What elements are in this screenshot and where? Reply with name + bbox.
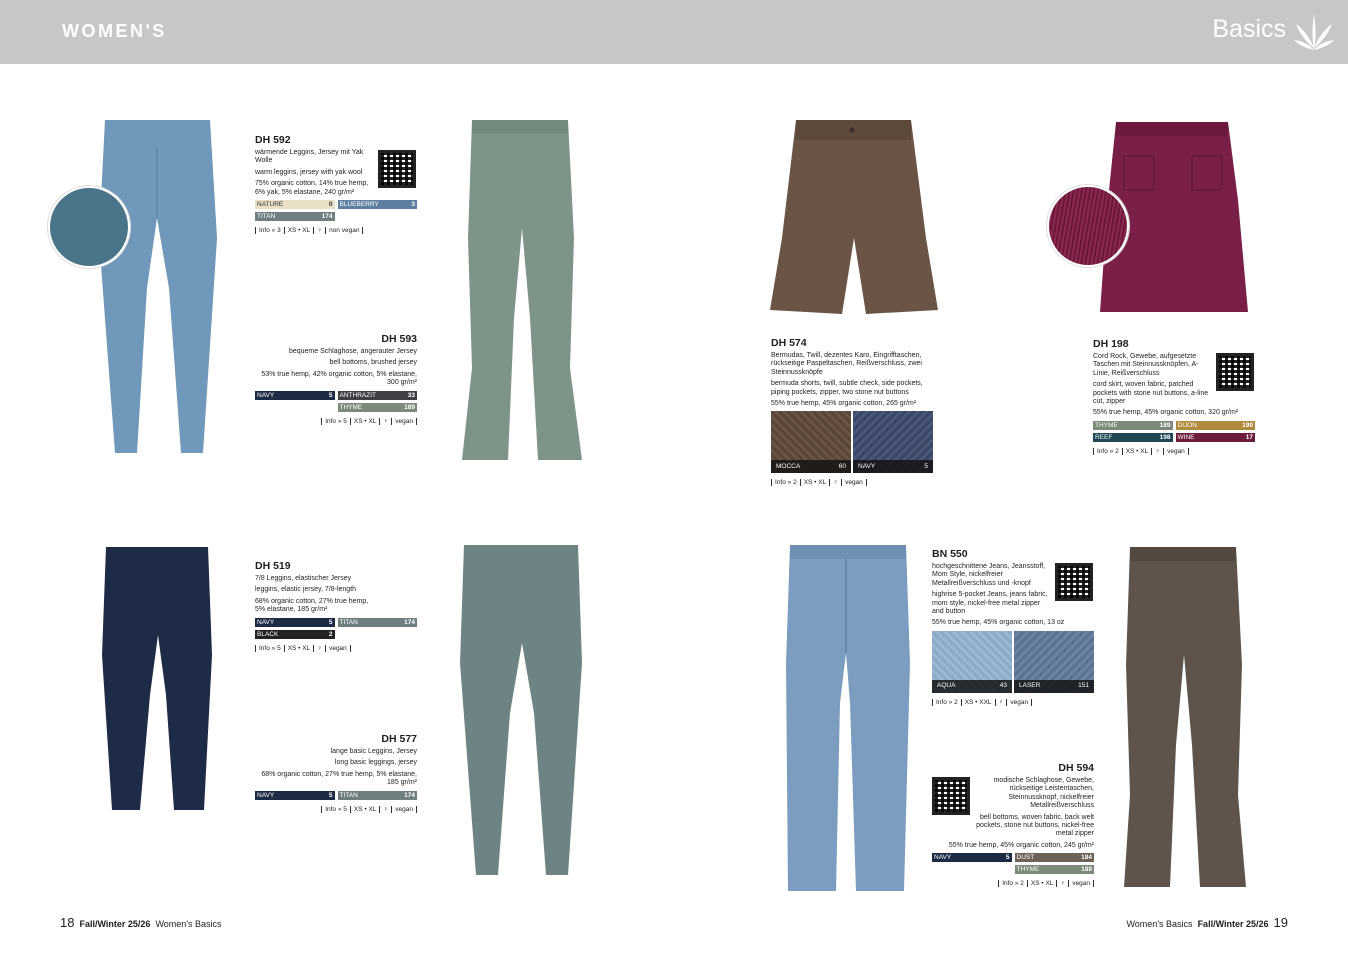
- page-number: 19: [1273, 915, 1288, 930]
- info-bar: Info » 2 XS • XXL ♀ vegan: [932, 699, 1094, 707]
- info-bar: Info » 5 XS • XL ♀ vegan: [255, 645, 417, 653]
- color-chip: THYME 189: [1016, 866, 1092, 874]
- product-dh574: [771, 337, 933, 488]
- jeans-image: [784, 543, 912, 893]
- color-list: [1093, 421, 1255, 442]
- description-de: lange basic Leggins, Jersey: [330, 748, 417, 755]
- color-chip: DIJON 190: [1177, 421, 1253, 429]
- footer-label: Women's Basics: [155, 919, 222, 929]
- description-de: hochgeschnittene Jeans, Jeansstoff, Mom Style, nickelfreier Metallreißverschluss und -knopf: [932, 563, 1046, 587]
- color-list: [932, 853, 1094, 874]
- fabric-swatch: MOCCA 60: [771, 411, 851, 473]
- bell-bottoms-brown-image: [1120, 545, 1250, 890]
- page-number: 18: [60, 915, 75, 930]
- leggings-blue-image: [95, 118, 220, 458]
- description-de: Bermudas, Twill, dezentes Karo, Eingrifftaschen, rückseitige Paspeltaschen, Reißverschluss, zwei Steinnussknöpfe: [771, 352, 922, 376]
- color-chip: TITAN 174: [339, 618, 415, 626]
- fabric-swatches: [771, 411, 933, 473]
- color-chip: NAVY 5: [257, 391, 333, 399]
- color-chip: NAVY 5: [257, 791, 333, 799]
- season: Fall/Winter 25/26: [1197, 919, 1269, 929]
- color-chip: WINE 17: [1177, 433, 1253, 441]
- fabric-swatch: LASER 151: [1014, 631, 1094, 693]
- page-header: [0, 0, 1348, 64]
- hemp-leaf-icon: [1292, 10, 1336, 54]
- info-bar: Info » 2 XS • XL ♀ vegan: [1093, 448, 1255, 456]
- qr-code: [1216, 353, 1254, 391]
- fabric-swatches: [932, 631, 1094, 693]
- description-de: wärmende Leggins, Jersey mit Yak Wolle: [255, 149, 364, 165]
- product-dh577: [255, 733, 417, 814]
- info-bar: Info » 5 XS • XL ♀ vegan: [255, 418, 417, 426]
- color-chip-empty: [255, 403, 335, 412]
- color-chip: THYME 189: [1095, 421, 1171, 429]
- color-chip: REEF 198: [1095, 433, 1171, 441]
- info-bar: Info » 2 XS • XL ♀ vegan: [932, 880, 1094, 888]
- description-en: highrise 5-pocket Jeans, jeans fabric, mom style, nickel-free metal zipper and button: [932, 591, 1048, 616]
- color-chip: TITAN 174: [339, 791, 415, 799]
- color-list: [255, 618, 417, 639]
- color-chip: NATURE 0: [257, 201, 333, 209]
- color-chip: DUST 184: [1016, 854, 1092, 862]
- description-de: bequeme Schlaghose, angerauter Jersey: [288, 348, 417, 355]
- color-chip-empty: [932, 865, 1012, 874]
- product-code: DH 574: [771, 337, 807, 349]
- material: 68% organic cotton, 27% true hemp, 5% elastane, 185 gr/m²: [255, 597, 369, 614]
- material: 55% true hemp, 45% organic cotton, 265 gr/m²: [771, 400, 917, 408]
- color-chip: TITAN 174: [257, 213, 333, 221]
- color-chip: THYME 189: [339, 403, 415, 411]
- color-list: [255, 791, 417, 800]
- qr-code: [378, 150, 416, 188]
- product-dh519: [255, 560, 417, 653]
- category-title: Basics: [1212, 15, 1286, 43]
- material: 55% true hemp, 45% organic cotton, 13 oz: [932, 619, 1065, 627]
- color-chip: NAVY 5: [934, 854, 1010, 862]
- qr-code: [1055, 563, 1093, 601]
- material: 55% true hemp, 45% organic cotton, 245 gr/m²: [948, 841, 1094, 849]
- color-chip: NAVY 5: [257, 618, 333, 626]
- qr-code: [932, 777, 970, 815]
- color-chip: ANTHRAZIT 33: [339, 391, 415, 399]
- color-chip: BLACK 2: [257, 630, 333, 638]
- description-en: long basic leggings, jersey: [334, 759, 417, 767]
- color-list: [255, 200, 417, 221]
- product-dh593: [255, 333, 417, 426]
- fabric-swatch: NAVY 5: [853, 411, 933, 473]
- leggings-titan-image: [458, 543, 586, 878]
- description-de: Cord Rock, Gewebe, aufgesetzte Taschen mit Steinnussknöpfen, A-Linie, Reißverschluss: [1093, 353, 1199, 377]
- description-en: cord skirt, woven fabric, patched pockets with stone nut buttons, a-line cut, zipper: [1093, 381, 1209, 406]
- product-code: BN 550: [932, 548, 968, 560]
- season: Fall/Winter 25/26: [79, 919, 151, 929]
- product-code: DH 593: [381, 333, 417, 345]
- color-chip: BLUEBERRY 3: [339, 201, 415, 209]
- leggings-navy-image: [100, 545, 215, 815]
- description-en: bell bottoms, woven fabric, back welt pockets, stone nut buttons, nickel-free metal zipper: [976, 813, 1094, 838]
- cord-fabric-circle: [1047, 185, 1129, 267]
- info-bar: Info » 5 XS • XL ♀ vegan: [255, 806, 417, 814]
- info-bar: Info » 3 XS • XL ♀ non vegan: [255, 227, 417, 235]
- color-list: [255, 391, 417, 412]
- product-code: DH 519: [255, 560, 291, 572]
- section-title: WOMEN'S: [62, 21, 167, 41]
- material: 55% true hemp, 45% organic cotton, 320 gr/m²: [1093, 409, 1239, 417]
- footer-label: Women's Basics: [1126, 919, 1193, 929]
- description-de: modische Schlaghose, Gewebe, rückseitige Leistentaschen, Steinnussknopf, nickelfreier Metallreißverschluss: [993, 777, 1094, 810]
- material: 53% true hemp, 42% organic cotton, 5% elastane, 300 gr/m²: [261, 370, 417, 387]
- material: 75% organic cotton, 14% true hemp, 6% yak, 5% elastane, 240 gr/m²: [255, 180, 369, 196]
- bell-bottoms-green-image: [458, 118, 588, 463]
- footer-left: [60, 915, 222, 930]
- fabric-swatch: AQUA 43: [932, 631, 1012, 693]
- product-code: DH 592: [255, 134, 291, 146]
- product-code: DH 198: [1093, 338, 1129, 350]
- description-en: bell bottoms, brushed jersey: [329, 359, 417, 367]
- product-code: DH 594: [1058, 762, 1094, 774]
- bermuda-shorts-image: [766, 118, 941, 318]
- footer-right: [1126, 915, 1288, 930]
- product-code: DH 577: [381, 733, 417, 745]
- material: 68% organic cotton, 27% true hemp, 5% elastane, 185 gr/m²: [261, 770, 417, 787]
- description-en: leggins, elastic jersey, 7/8-length: [255, 586, 357, 594]
- description-en: bermuda shorts, twill, subtle check, side pockets, piping pockets, zipper, two stone nut buttons: [771, 380, 923, 396]
- info-bar: Info » 2 XS • XL ♀ vegan: [771, 479, 933, 487]
- fabric-detail-circle: [48, 186, 130, 268]
- description-de: 7/8 Leggins, elastischer Jersey: [255, 575, 352, 582]
- description-en: warm leggins, jersey with yak wool: [255, 168, 363, 176]
